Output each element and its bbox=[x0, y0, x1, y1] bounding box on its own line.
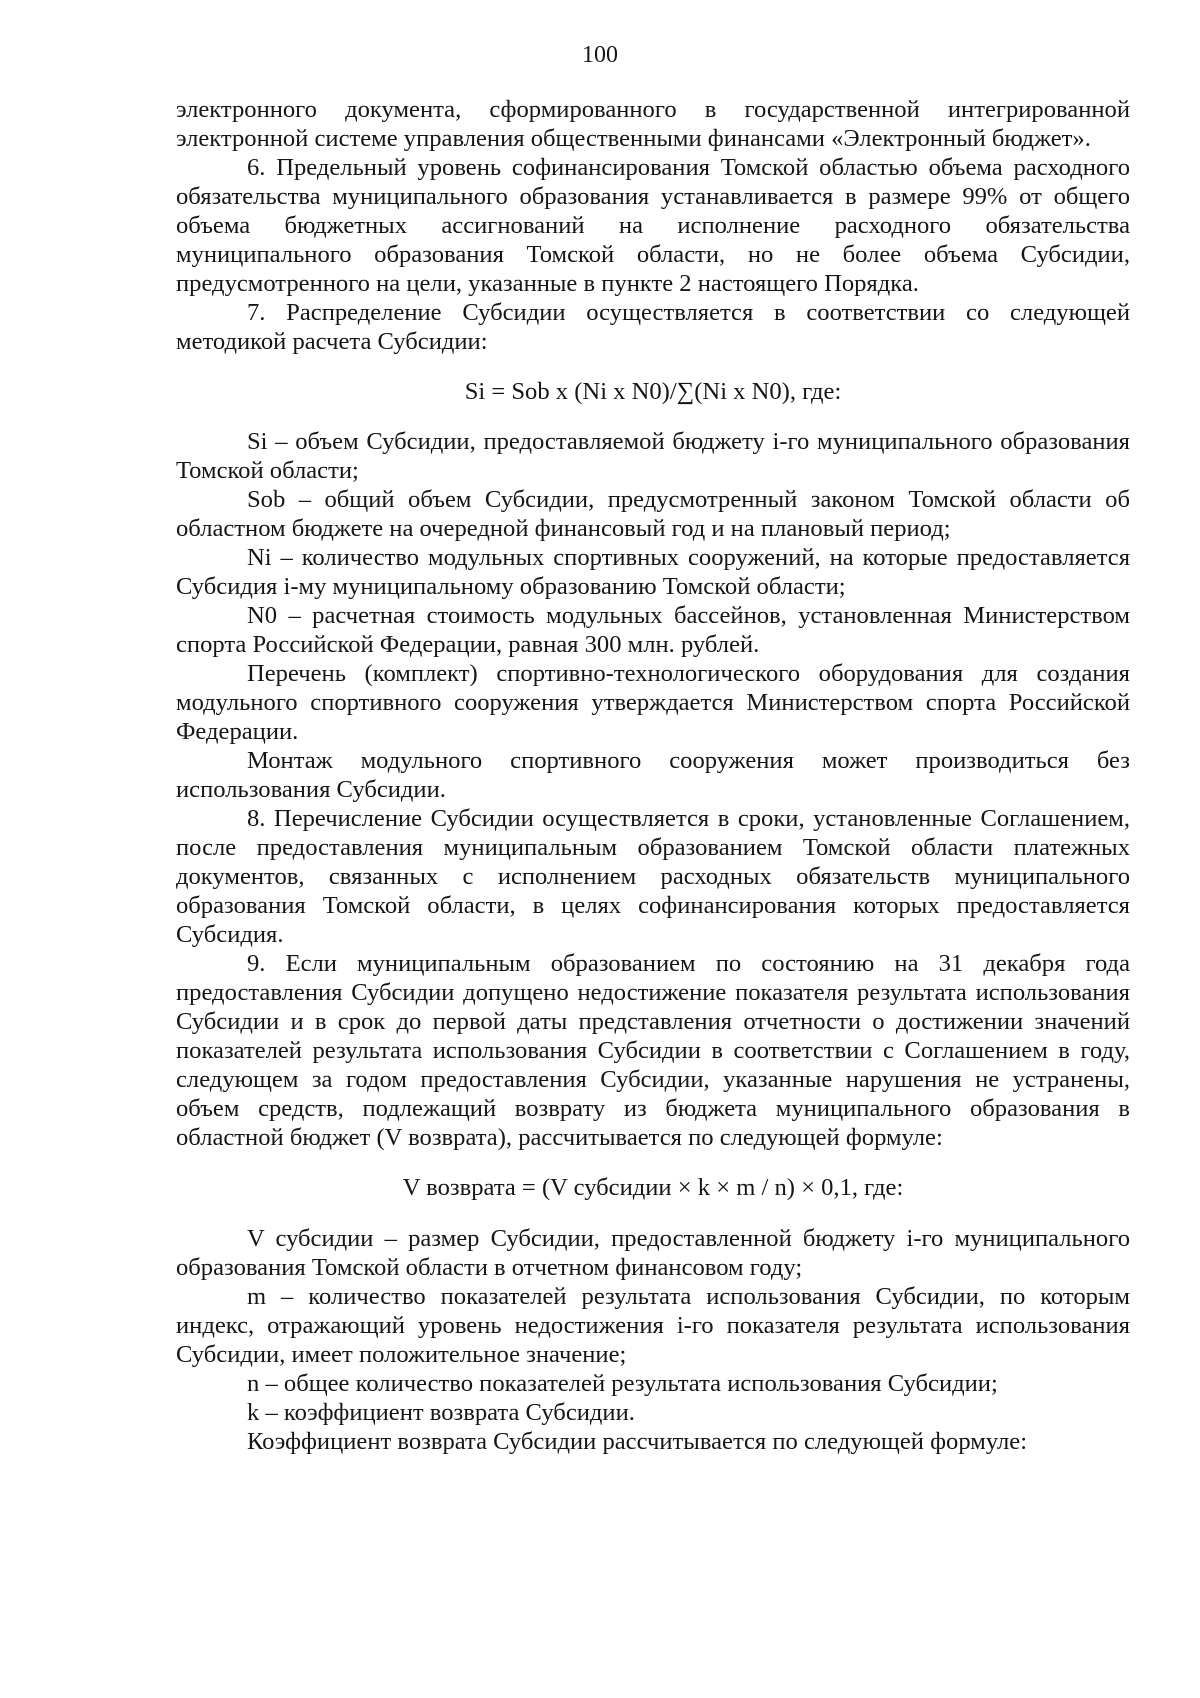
formula-subsidy-distribution: Si = Sob x (Ni x N0)/∑(Ni x N0), где: bbox=[464, 378, 842, 405]
definition-n: n – общее количество показателей результата использования Субсидии; bbox=[247, 1370, 998, 1397]
paragraph-equipment-list: Перечень (комплект) спортивно-технологического оборудования для создания модульного спортивного сооружения утверждается Министерством спорта Российской Федерации. bbox=[176, 660, 1130, 745]
definition-k: k – коэффициент возврата Субсидии. bbox=[247, 1399, 635, 1426]
paragraph-item-6: 6. Предельный уровень софинансирования Томской областью объема расходного обязательства муниципального образования устанавливается в размере 99% от общего объема бюджетных ассигнований на исполнение расходного обязательства муниципального образования Томской области, но не более объема Субсидии, предусмотренного на цели, указанные в пункте 2 настоящего Порядка. bbox=[176, 154, 1130, 297]
page-number: 100 bbox=[582, 42, 618, 68]
definition-si: Si – объем Субсидии, предоставляемой бюджету i-го муниципального образования Томской области; bbox=[176, 428, 1130, 484]
paragraph-item-8: 8. Перечисление Субсидии осуществляется в сроки, установленные Соглашением, после предоставления муниципальным образованием Томской области платежных документов, связанных с исполнением расходных обязательств муниципального образования Томской области, в целях софинансирования которых предоставляется Субсидия. bbox=[176, 805, 1130, 948]
definition-v-subsidy: V субсидии – размер Субсидии, предоставленной бюджету i-го муниципального образования Томской области в отчетном финансовом году; bbox=[176, 1225, 1130, 1281]
definition-ni: Ni – количество модульных спортивных сооружений, на которые предоставляется Субсидия i-му муниципальному образованию Томской области; bbox=[176, 544, 1130, 600]
paragraph-item-7: 7. Распределение Субсидии осуществляется в соответствии со следующей методикой расчета Субсидии: bbox=[176, 299, 1130, 355]
definition-m: m – количество показателей результата использования Субсидии, по которым индекс, отражающий уровень недостижения i-го показателя результата использования Субсидии, имеет положительное значение; bbox=[176, 1283, 1130, 1368]
definition-sob: Sob – общий объем Субсидии, предусмотренный законом Томской области об областном бюджете на очередной финансовый год и на плановый период; bbox=[176, 486, 1130, 542]
document-body bbox=[176, 95, 1130, 1456]
paragraph-item-9: 9. Если муниципальным образованием по состоянию на 31 декабря года предоставления Субсидии допущено недостижение показателя результата использования Субсидии и в срок до первой даты представления отчетности о достижении значений показателей результата использования Субсидии в соответствии с Соглашением в году, следующем за годом предоставления Субсидии, указанные нарушения не устранены, объем средств, подлежащий возврату из бюджета муниципального образования в областной бюджет (V возврата), рассчитывается по следующей формуле: bbox=[176, 950, 1130, 1151]
formula-refund: V возврата = (V субсидии × k × m / n) × 0,1, где: bbox=[402, 1174, 904, 1201]
paragraph-installation: Монтаж модульного спортивного сооружения может производиться без использования Субсидии. bbox=[176, 747, 1130, 803]
paragraph-refund-coefficient: Коэффициент возврата Субсидии рассчитывается по следующей формуле: bbox=[247, 1428, 1028, 1455]
definition-n0: N0 – расчетная стоимость модульных бассейнов, установленная Министерством спорта Российской Федерации, равная 300 млн. рублей. bbox=[176, 602, 1130, 658]
paragraph-continuation: электронного документа, сформированного в государственной интегрированной электронной системе управления общественными финансами «Электронный бюджет». bbox=[176, 96, 1130, 152]
